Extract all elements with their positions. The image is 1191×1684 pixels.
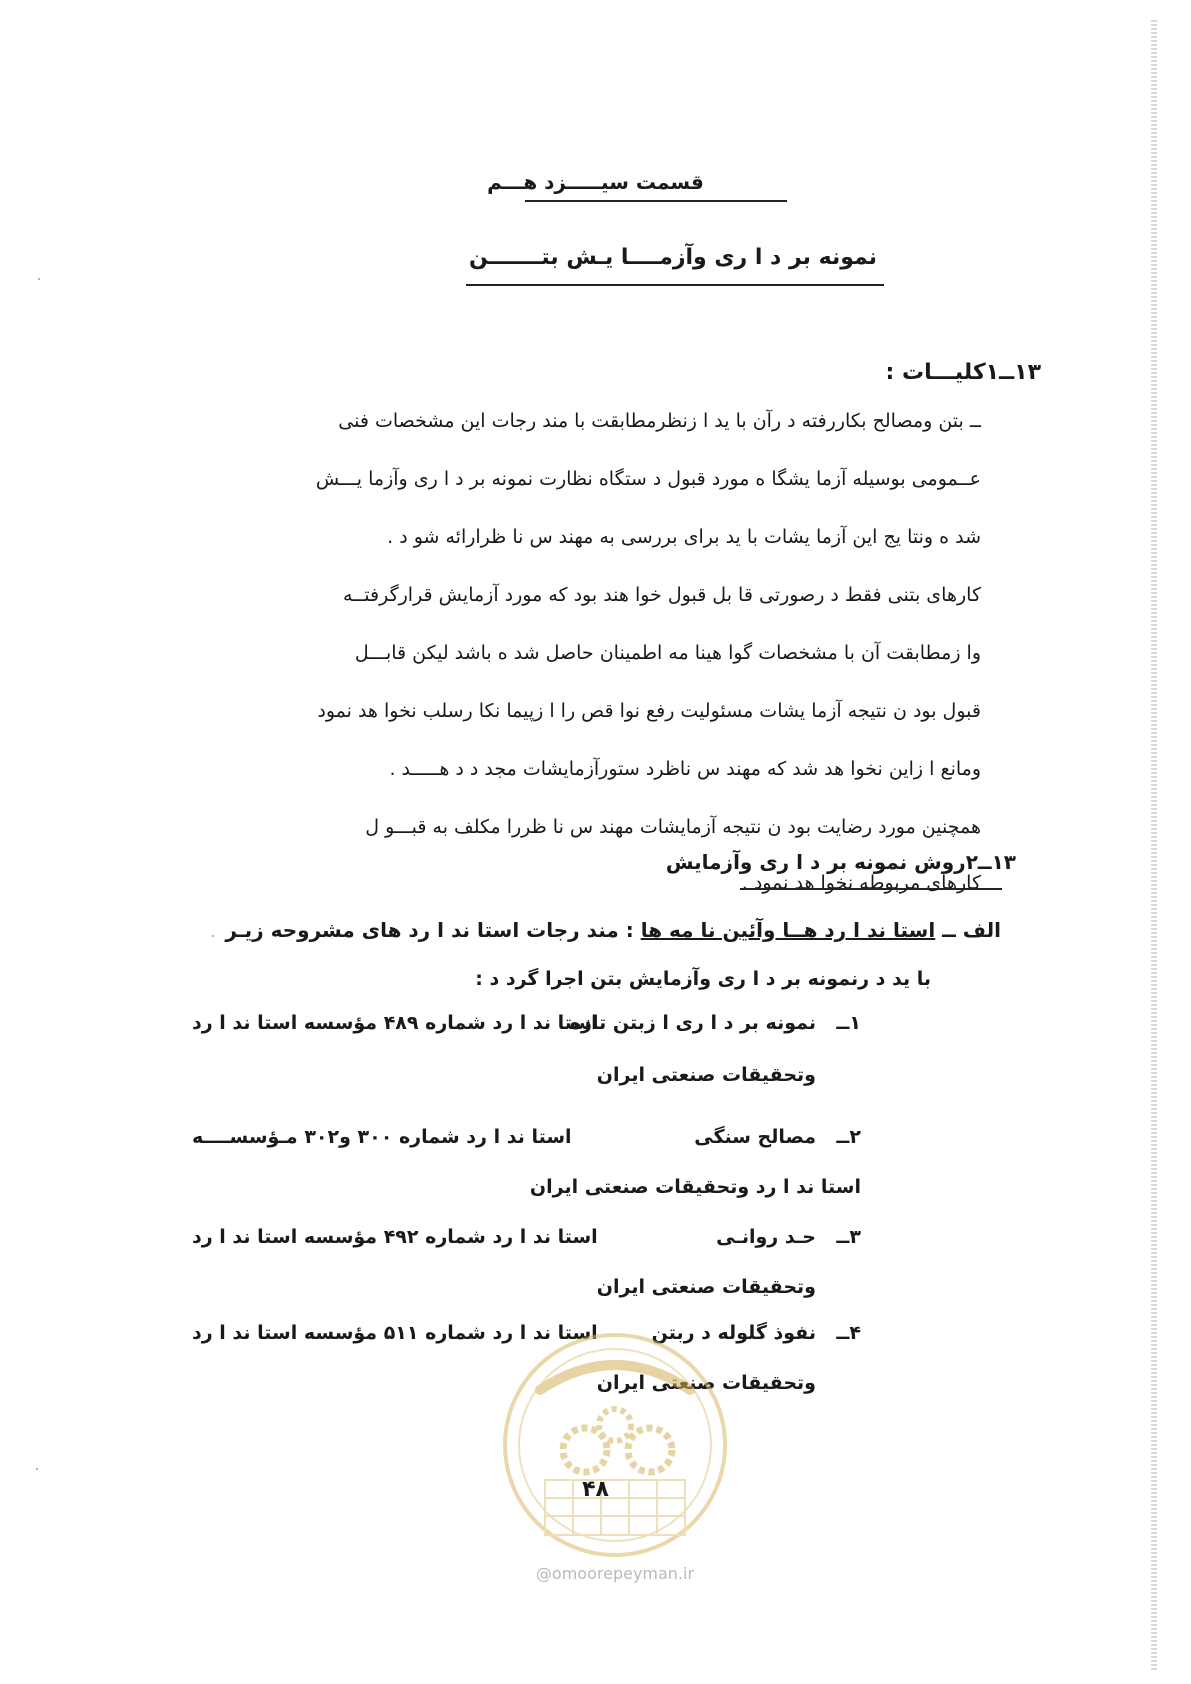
item-continuation: استا ند ا رد وتحقیقات صنعتی ایران: [529, 1176, 861, 1198]
title-underline: [525, 200, 787, 202]
paragraph-line: شد ه ونتا یج این آزما یشات با ید برای بررسی به مهند س نا ظرارائه شو د .: [387, 526, 981, 548]
subtitle-underline: [466, 284, 884, 286]
part-title: قسمت سیـــــزد هـــم: [487, 170, 704, 194]
paragraph-line: ومانع ا زاین نخوا هد شد که مهند س ناظرد ستورآزمایشات مجد د د هـــــد .: [389, 758, 981, 780]
item-number: ۴ــ: [836, 1322, 861, 1344]
item-standard: استا ند ا رد شماره ۴۹۲ مؤسسه استا ند ا رد: [192, 1226, 598, 1248]
item-standard: استا ند ا رد شماره ۴۸۹ مؤسسه استا ند ا رد: [192, 1012, 598, 1034]
page-number: ۴۸: [582, 1477, 609, 1502]
paragraph-line: کارهای مربوطه نخوا هد نمود .: [741, 872, 981, 894]
item-standard: استا ند ا رد شماره ۵۱۱ مؤسسه استا ند ا رد: [192, 1322, 598, 1344]
method-underline: [740, 888, 1002, 890]
alef-label: الف ــ: [942, 918, 1001, 942]
paragraph-line: همچنین مورد رضایت بود ن نتیجه آزمایشات مهند س نا ظررا مکلف به قبـــو ل: [365, 816, 981, 838]
item-standard: استا ند ا رد شماره ۳۰۰ و۳۰۲ مـؤسســــه: [192, 1126, 572, 1148]
standards-term: استا ند ا رد هــا وآئین نا مه ها: [640, 918, 936, 942]
standards-intro-text: : مند رجات استا ند ا رد های مشروحه زیـر: [225, 918, 634, 942]
scan-edge: [1151, 20, 1157, 1670]
item-number: ۳ــ: [836, 1226, 861, 1248]
item-title: نمونه بر د ا ری ا زبتن تازه: [569, 1012, 816, 1034]
paragraph-line: کارهای بتنی فقط د رصورتی قا بل قبول خوا هند بود که مورد آزمایش قرارگرفتــه: [342, 584, 981, 606]
item-title: حـد روانـی: [716, 1226, 816, 1248]
paragraph-line: ــ بتن ومصالح بکاررفته د رآن با ید ا زنظرمطابقت با مند رجات این مشخصات فنی: [338, 410, 981, 432]
section-heading-general: ۱۳ــ۱کلیـــات :: [885, 360, 1041, 385]
watermark-text: @omoorepeyman.ir: [535, 1564, 695, 1583]
seal-watermark: [500, 1330, 730, 1560]
page-title: نمونه بر د ا ری وآزمــــا یـش بتـــــــن: [468, 245, 878, 270]
item-title: نفوذ گلوله د ربتن: [651, 1322, 816, 1344]
item-continuation: وتحقیقات صنعتی ایران: [596, 1372, 816, 1394]
section-heading-method: ۱۳ــ۲روش نمونه بر د ا ری وآزمایش: [665, 850, 1016, 874]
standards-intro-line2: با ید د رنمونه بر د ا ری وآزمایش بتن اجرا گرد د :: [475, 968, 931, 990]
item-number: ۱ــ: [836, 1012, 861, 1034]
paragraph-line: قبول بود ن نتیجه آزما یشات مسئولیت رفع نوا قص را ا زپیما نکا رسلب نخوا هد نمود: [317, 700, 981, 722]
standards-intro: [225, 918, 1001, 942]
item-continuation: وتحقیقات صنعتی ایران: [596, 1064, 816, 1086]
item-continuation: وتحقیقات صنعتی ایران: [596, 1276, 816, 1298]
paragraph-line: عــمومی بوسیله آزما یشگا ه مورد قبول د ستگاه نظارت نمونه بر د ا ری وآزما یـــش: [315, 468, 981, 490]
item-number: ۲ــ: [836, 1126, 861, 1148]
item-title: مصالح سنگی: [694, 1126, 816, 1148]
paragraph-line: وا زمطابقت آن با مشخصات گوا هینا مه اطمینان حاصل شد ه باشد لیکن قابـــل: [354, 642, 981, 664]
